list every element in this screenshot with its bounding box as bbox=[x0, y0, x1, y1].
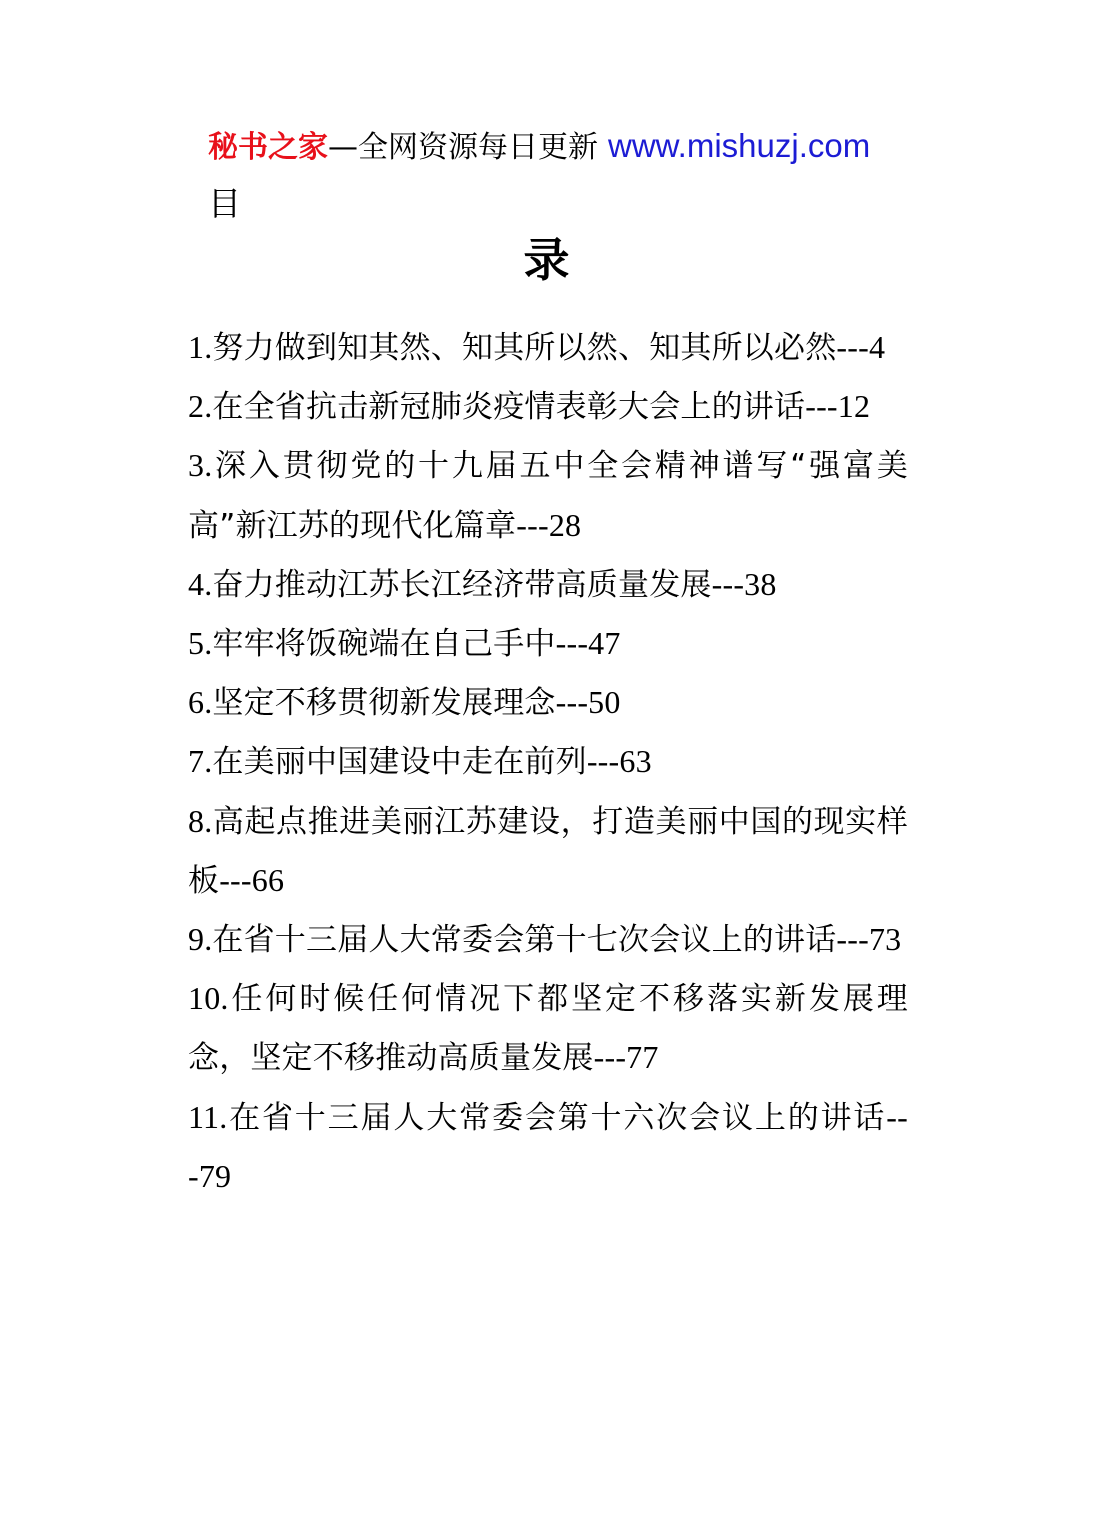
toc-entry-number: 11. bbox=[188, 1098, 228, 1135]
header-tagline: —全网资源每日更新 bbox=[328, 130, 598, 165]
toc-entry[interactable] bbox=[188, 673, 908, 732]
toc-entry[interactable] bbox=[188, 732, 908, 791]
toc-entry-number: 5. bbox=[188, 625, 213, 662]
toc-entry[interactable] bbox=[188, 910, 908, 969]
toc-entry-title: 努力做到知其然、知其所以然、知其所以必然 bbox=[212, 330, 837, 366]
toc-entry-title: 坚定不移贯彻新发展理念 bbox=[212, 685, 556, 722]
brand-name: 秘书之家 bbox=[208, 130, 328, 165]
toc-entry[interactable] bbox=[188, 1088, 908, 1206]
toc-entry[interactable] bbox=[188, 969, 908, 1087]
toc-entry-page: ---50 bbox=[555, 684, 621, 721]
toc-entry-number: 9. bbox=[188, 921, 213, 958]
toc-entry-page: ---28 bbox=[516, 506, 582, 543]
toc-entry-number: 2. bbox=[188, 388, 213, 425]
toc-entry-number: 7. bbox=[188, 743, 213, 780]
toc-entry-title: 任何时候任何情况下都坚定不移落实新发展理念，坚定不移推动高质量发展 bbox=[188, 981, 908, 1077]
header-line bbox=[208, 124, 870, 170]
toc-entry-page: ---63 bbox=[586, 743, 652, 780]
toc-entry-page: ---47 bbox=[555, 625, 621, 662]
toc-entry[interactable] bbox=[188, 318, 908, 377]
toc-entry-title: 深入贯彻党的十九届五中全会精神谱写“强富美高”新江苏的现代化篇章 bbox=[188, 448, 908, 544]
toc-entry[interactable] bbox=[188, 555, 908, 614]
toc-entry-title: 在美丽中国建设中走在前列 bbox=[212, 744, 587, 781]
toc-entry-number: 1. bbox=[188, 329, 213, 365]
toc-entry-title: 高起点推进美丽江苏建设，打造美丽中国的现实样板 bbox=[188, 803, 908, 899]
toc-heading-char-1: 目 bbox=[208, 184, 241, 223]
site-url-link[interactable]: www.mishuzj.com bbox=[608, 127, 871, 164]
toc-entry-number: 3. bbox=[188, 447, 213, 484]
toc-entry-number: 4. bbox=[188, 565, 213, 602]
toc-entry[interactable] bbox=[188, 377, 908, 436]
toc-entry-title: 在全省抗击新冠肺炎疫情表彰大会上的讲话 bbox=[212, 389, 806, 426]
toc-entry-page: ---4 bbox=[836, 329, 886, 365]
toc-entry-page: ---38 bbox=[711, 565, 777, 602]
toc-entry[interactable] bbox=[188, 792, 908, 910]
toc-entry-title: 在省十三届人大常委会第十七次会议上的讲话 bbox=[212, 922, 837, 959]
toc-entry[interactable] bbox=[188, 614, 908, 673]
toc-entry-page: ---66 bbox=[219, 861, 285, 898]
toc-entry-page: ---77 bbox=[593, 1039, 659, 1076]
toc-entry-number: 6. bbox=[188, 684, 213, 721]
toc-entry-title: 在省十三届人大常委会第十六次会议上的讲话 bbox=[227, 1099, 887, 1136]
toc-entry-page: ---73 bbox=[836, 921, 902, 958]
table-of-contents bbox=[188, 318, 908, 1206]
toc-entry-title: 奋力推动江苏长江经济带高质量发展 bbox=[212, 566, 712, 603]
toc-entry[interactable] bbox=[188, 436, 908, 554]
toc-entry-number: 10. bbox=[188, 980, 229, 1017]
toc-entry-number: 8. bbox=[188, 802, 213, 839]
toc-entry-page: ---12 bbox=[805, 388, 871, 425]
toc-heading-char-2: 录 bbox=[523, 233, 570, 287]
toc-entry-page: ---79 bbox=[188, 1098, 908, 1194]
toc-entry-title: 牢牢将饭碗端在自己手中 bbox=[212, 626, 556, 663]
